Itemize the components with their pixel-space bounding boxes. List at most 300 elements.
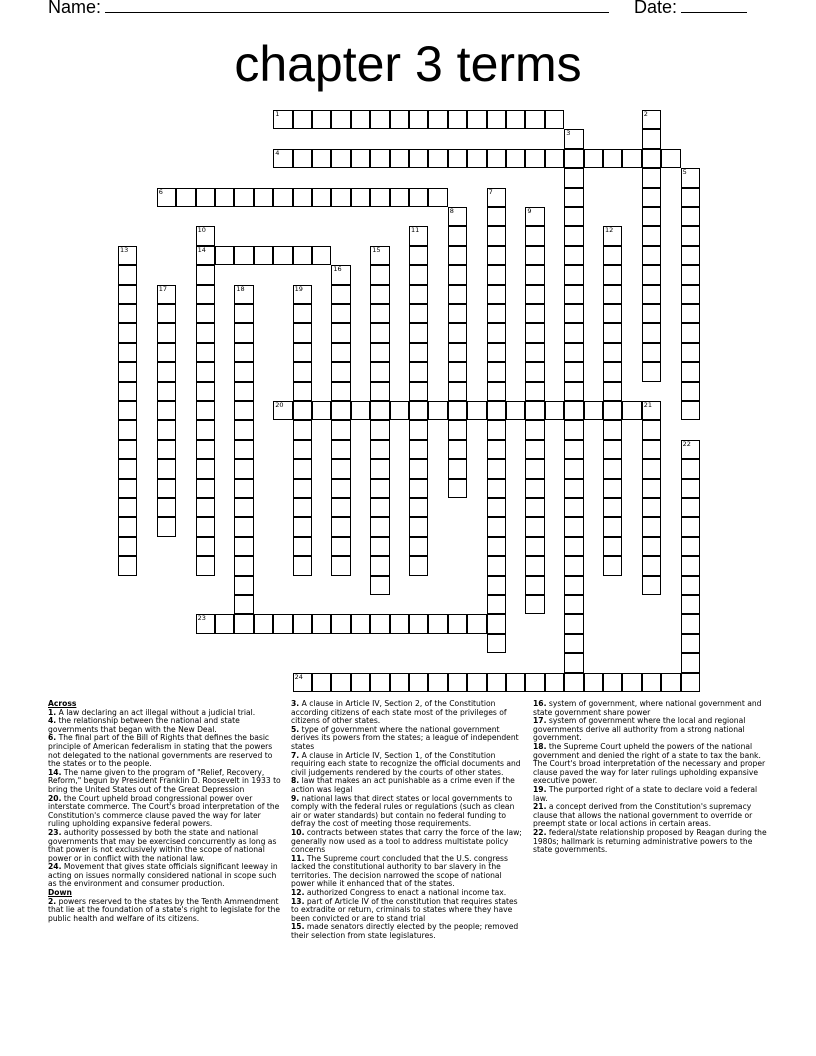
crossword-cell[interactable] <box>681 595 700 614</box>
crossword-cell[interactable] <box>118 537 137 556</box>
crossword-cell[interactable] <box>603 382 622 401</box>
crossword-cell[interactable] <box>564 304 583 323</box>
crossword-cell[interactable] <box>487 207 506 226</box>
crossword-cell[interactable] <box>215 614 234 633</box>
crossword-cell[interactable] <box>370 110 389 129</box>
crossword-cell[interactable] <box>293 382 312 401</box>
crossword-cell[interactable] <box>370 246 389 265</box>
crossword-cell[interactable] <box>370 285 389 304</box>
crossword-cell[interactable] <box>487 479 506 498</box>
crossword-cell[interactable] <box>525 420 544 439</box>
crossword-cell[interactable] <box>525 576 544 595</box>
crossword-cell[interactable] <box>390 673 409 692</box>
crossword-cell[interactable] <box>409 556 428 575</box>
crossword-cell[interactable] <box>351 401 370 420</box>
crossword-cell[interactable] <box>681 323 700 342</box>
crossword-cell[interactable] <box>603 479 622 498</box>
crossword-cell[interactable] <box>584 401 603 420</box>
crossword-cell[interactable] <box>370 304 389 323</box>
crossword-cell[interactable] <box>234 537 253 556</box>
crossword-cell[interactable] <box>525 459 544 478</box>
crossword-cell[interactable] <box>293 459 312 478</box>
crossword-cell[interactable] <box>564 362 583 381</box>
crossword-cell[interactable] <box>331 420 350 439</box>
crossword-cell[interactable] <box>370 614 389 633</box>
crossword-cell[interactable] <box>331 110 350 129</box>
crossword-cell[interactable] <box>428 110 447 129</box>
crossword-cell[interactable] <box>564 517 583 536</box>
crossword-cell[interactable] <box>273 149 292 168</box>
crossword-cell[interactable] <box>176 188 195 207</box>
crossword-cell[interactable] <box>390 110 409 129</box>
crossword-cell[interactable] <box>331 556 350 575</box>
crossword-cell[interactable] <box>681 207 700 226</box>
crossword-cell[interactable] <box>234 343 253 362</box>
crossword-cell[interactable] <box>234 614 253 633</box>
crossword-cell[interactable] <box>525 323 544 342</box>
crossword-cell[interactable] <box>118 517 137 536</box>
crossword-cell[interactable] <box>525 498 544 517</box>
crossword-cell[interactable] <box>487 459 506 478</box>
crossword-cell[interactable] <box>234 459 253 478</box>
crossword-cell[interactable] <box>118 265 137 284</box>
crossword-cell[interactable] <box>564 634 583 653</box>
crossword-cell[interactable] <box>681 459 700 478</box>
crossword-cell[interactable] <box>312 149 331 168</box>
crossword-cell[interactable] <box>234 576 253 595</box>
crossword-cell[interactable] <box>273 401 292 420</box>
crossword-cell[interactable] <box>428 188 447 207</box>
crossword-cell[interactable] <box>234 246 253 265</box>
crossword-cell[interactable] <box>642 265 661 284</box>
crossword-cell[interactable] <box>448 207 467 226</box>
crossword-cell[interactable] <box>293 614 312 633</box>
crossword-cell[interactable] <box>525 343 544 362</box>
crossword-cell[interactable] <box>196 537 215 556</box>
crossword-cell[interactable] <box>196 246 215 265</box>
crossword-cell[interactable] <box>487 614 506 633</box>
crossword-cell[interactable] <box>331 498 350 517</box>
crossword-cell[interactable] <box>448 323 467 342</box>
crossword-cell[interactable] <box>564 343 583 362</box>
crossword-cell[interactable] <box>584 149 603 168</box>
crossword-cell[interactable] <box>448 226 467 245</box>
crossword-cell[interactable] <box>681 343 700 362</box>
crossword-cell[interactable] <box>118 285 137 304</box>
crossword-cell[interactable] <box>331 401 350 420</box>
crossword-cell[interactable] <box>603 226 622 245</box>
crossword-cell[interactable] <box>331 459 350 478</box>
crossword-cell[interactable] <box>370 382 389 401</box>
crossword-cell[interactable] <box>564 129 583 148</box>
crossword-cell[interactable] <box>603 401 622 420</box>
crossword-cell[interactable] <box>157 479 176 498</box>
crossword-cell[interactable] <box>603 246 622 265</box>
crossword-cell[interactable] <box>118 479 137 498</box>
crossword-cell[interactable] <box>118 401 137 420</box>
crossword-cell[interactable] <box>409 498 428 517</box>
crossword-cell[interactable] <box>603 323 622 342</box>
crossword-cell[interactable] <box>681 440 700 459</box>
crossword-cell[interactable] <box>467 401 486 420</box>
crossword-cell[interactable] <box>681 246 700 265</box>
crossword-cell[interactable] <box>370 362 389 381</box>
crossword-cell[interactable] <box>642 304 661 323</box>
crossword-cell[interactable] <box>603 304 622 323</box>
crossword-cell[interactable] <box>157 304 176 323</box>
crossword-cell[interactable] <box>448 265 467 284</box>
crossword-cell[interactable] <box>351 673 370 692</box>
crossword-cell[interactable] <box>467 149 486 168</box>
crossword-cell[interactable] <box>642 362 661 381</box>
crossword-cell[interactable] <box>525 556 544 575</box>
crossword-cell[interactable] <box>622 149 641 168</box>
crossword-cell[interactable] <box>351 614 370 633</box>
crossword-cell[interactable] <box>642 149 661 168</box>
crossword-cell[interactable] <box>448 343 467 362</box>
crossword-cell[interactable] <box>196 188 215 207</box>
crossword-cell[interactable] <box>642 537 661 556</box>
crossword-cell[interactable] <box>312 673 331 692</box>
crossword-cell[interactable] <box>642 517 661 536</box>
crossword-cell[interactable] <box>312 110 331 129</box>
crossword-cell[interactable] <box>661 673 680 692</box>
crossword-cell[interactable] <box>525 207 544 226</box>
crossword-cell[interactable] <box>312 614 331 633</box>
crossword-cell[interactable] <box>312 188 331 207</box>
crossword-cell[interactable] <box>681 304 700 323</box>
crossword-cell[interactable] <box>603 517 622 536</box>
crossword-cell[interactable] <box>564 673 583 692</box>
crossword-cell[interactable] <box>118 362 137 381</box>
crossword-cell[interactable] <box>409 440 428 459</box>
crossword-cell[interactable] <box>196 343 215 362</box>
crossword-cell[interactable] <box>487 149 506 168</box>
crossword-cell[interactable] <box>293 110 312 129</box>
crossword-cell[interactable] <box>642 459 661 478</box>
crossword-cell[interactable] <box>118 304 137 323</box>
crossword-cell[interactable] <box>370 440 389 459</box>
crossword-cell[interactable] <box>603 343 622 362</box>
crossword-cell[interactable] <box>564 537 583 556</box>
crossword-cell[interactable] <box>564 323 583 342</box>
crossword-cell[interactable] <box>234 595 253 614</box>
crossword-cell[interactable] <box>487 246 506 265</box>
crossword-cell[interactable] <box>390 188 409 207</box>
crossword-cell[interactable] <box>525 285 544 304</box>
crossword-cell[interactable] <box>642 498 661 517</box>
crossword-cell[interactable] <box>196 382 215 401</box>
crossword-cell[interactable] <box>215 246 234 265</box>
crossword-cell[interactable] <box>603 420 622 439</box>
crossword-cell[interactable] <box>351 188 370 207</box>
crossword-cell[interactable] <box>448 401 467 420</box>
crossword-cell[interactable] <box>157 285 176 304</box>
crossword-cell[interactable] <box>409 537 428 556</box>
crossword-cell[interactable] <box>196 459 215 478</box>
crossword-cell[interactable] <box>331 673 350 692</box>
crossword-cell[interactable] <box>525 537 544 556</box>
crossword-cell[interactable] <box>293 343 312 362</box>
crossword-cell[interactable] <box>293 420 312 439</box>
crossword-cell[interactable] <box>196 285 215 304</box>
crossword-cell[interactable] <box>234 401 253 420</box>
crossword-cell[interactable] <box>234 362 253 381</box>
crossword-cell[interactable] <box>487 343 506 362</box>
crossword-cell[interactable] <box>273 188 292 207</box>
crossword-cell[interactable] <box>506 110 525 129</box>
crossword-cell[interactable] <box>681 168 700 187</box>
crossword-cell[interactable] <box>487 265 506 284</box>
crossword-cell[interactable] <box>681 285 700 304</box>
crossword-cell[interactable] <box>487 382 506 401</box>
crossword-cell[interactable] <box>157 401 176 420</box>
crossword-cell[interactable] <box>196 265 215 284</box>
crossword-cell[interactable] <box>293 556 312 575</box>
crossword-cell[interactable] <box>409 323 428 342</box>
crossword-cell[interactable] <box>331 188 350 207</box>
crossword-cell[interactable] <box>448 614 467 633</box>
crossword-cell[interactable] <box>487 188 506 207</box>
crossword-cell[interactable] <box>525 246 544 265</box>
crossword-cell[interactable] <box>196 304 215 323</box>
crossword-cell[interactable] <box>370 537 389 556</box>
crossword-cell[interactable] <box>642 479 661 498</box>
crossword-cell[interactable] <box>681 401 700 420</box>
crossword-cell[interactable] <box>196 556 215 575</box>
crossword-cell[interactable] <box>196 614 215 633</box>
crossword-cell[interactable] <box>390 149 409 168</box>
crossword-cell[interactable] <box>681 382 700 401</box>
crossword-cell[interactable] <box>681 634 700 653</box>
crossword-cell[interactable] <box>564 265 583 284</box>
crossword-cell[interactable] <box>312 401 331 420</box>
crossword-cell[interactable] <box>293 479 312 498</box>
crossword-cell[interactable] <box>196 479 215 498</box>
crossword-cell[interactable] <box>487 517 506 536</box>
crossword-cell[interactable] <box>564 556 583 575</box>
crossword-cell[interactable] <box>642 168 661 187</box>
crossword-cell[interactable] <box>545 110 564 129</box>
crossword-cell[interactable] <box>273 110 292 129</box>
crossword-cell[interactable] <box>409 459 428 478</box>
crossword-cell[interactable] <box>409 343 428 362</box>
crossword-cell[interactable] <box>196 498 215 517</box>
crossword-cell[interactable] <box>681 362 700 381</box>
crossword-cell[interactable] <box>525 401 544 420</box>
crossword-cell[interactable] <box>370 420 389 439</box>
crossword-cell[interactable] <box>487 498 506 517</box>
crossword-cell[interactable] <box>661 149 680 168</box>
crossword-cell[interactable] <box>642 673 661 692</box>
crossword-cell[interactable] <box>370 323 389 342</box>
crossword-cell[interactable] <box>564 479 583 498</box>
crossword-cell[interactable] <box>487 285 506 304</box>
crossword-cell[interactable] <box>642 226 661 245</box>
crossword-cell[interactable] <box>642 401 661 420</box>
crossword-cell[interactable] <box>293 285 312 304</box>
crossword-cell[interactable] <box>564 382 583 401</box>
crossword-cell[interactable] <box>603 149 622 168</box>
crossword-cell[interactable] <box>390 401 409 420</box>
crossword-cell[interactable] <box>331 265 350 284</box>
crossword-cell[interactable] <box>157 420 176 439</box>
crossword-cell[interactable] <box>234 285 253 304</box>
crossword-cell[interactable] <box>642 246 661 265</box>
crossword-cell[interactable] <box>564 576 583 595</box>
crossword-cell[interactable] <box>157 323 176 342</box>
crossword-cell[interactable] <box>642 420 661 439</box>
crossword-cell[interactable] <box>564 188 583 207</box>
crossword-cell[interactable] <box>603 459 622 478</box>
crossword-cell[interactable] <box>331 479 350 498</box>
crossword-cell[interactable] <box>603 362 622 381</box>
crossword-cell[interactable] <box>681 479 700 498</box>
crossword-cell[interactable] <box>331 323 350 342</box>
crossword-cell[interactable] <box>564 653 583 672</box>
crossword-cell[interactable] <box>157 498 176 517</box>
crossword-cell[interactable] <box>506 401 525 420</box>
crossword-cell[interactable] <box>642 188 661 207</box>
crossword-cell[interactable] <box>487 401 506 420</box>
crossword-cell[interactable] <box>409 362 428 381</box>
crossword-cell[interactable] <box>448 285 467 304</box>
crossword-cell[interactable] <box>234 420 253 439</box>
crossword-cell[interactable] <box>370 498 389 517</box>
crossword-cell[interactable] <box>642 207 661 226</box>
crossword-cell[interactable] <box>390 614 409 633</box>
crossword-cell[interactable] <box>448 382 467 401</box>
crossword-cell[interactable] <box>564 207 583 226</box>
crossword-cell[interactable] <box>370 343 389 362</box>
crossword-cell[interactable] <box>525 673 544 692</box>
crossword-cell[interactable] <box>545 149 564 168</box>
crossword-cell[interactable] <box>234 188 253 207</box>
crossword-cell[interactable] <box>487 576 506 595</box>
crossword-cell[interactable] <box>564 246 583 265</box>
crossword-cell[interactable] <box>564 149 583 168</box>
crossword-cell[interactable] <box>622 673 641 692</box>
crossword-cell[interactable] <box>331 285 350 304</box>
crossword-cell[interactable] <box>506 673 525 692</box>
crossword-cell[interactable] <box>234 479 253 498</box>
crossword-cell[interactable] <box>448 440 467 459</box>
crossword-cell[interactable] <box>293 498 312 517</box>
crossword-cell[interactable] <box>409 265 428 284</box>
crossword-cell[interactable] <box>157 343 176 362</box>
crossword-cell[interactable] <box>487 362 506 381</box>
crossword-cell[interactable] <box>331 343 350 362</box>
crossword-cell[interactable] <box>564 498 583 517</box>
crossword-cell[interactable] <box>409 188 428 207</box>
crossword-cell[interactable] <box>409 149 428 168</box>
crossword-cell[interactable] <box>487 226 506 245</box>
crossword-cell[interactable] <box>487 556 506 575</box>
crossword-cell[interactable] <box>370 517 389 536</box>
crossword-cell[interactable] <box>157 517 176 536</box>
crossword-cell[interactable] <box>681 517 700 536</box>
crossword-cell[interactable] <box>525 382 544 401</box>
crossword-cell[interactable] <box>564 168 583 187</box>
crossword-cell[interactable] <box>428 149 447 168</box>
crossword-cell[interactable] <box>642 576 661 595</box>
crossword-cell[interactable] <box>642 556 661 575</box>
crossword-cell[interactable] <box>448 362 467 381</box>
crossword-cell[interactable] <box>351 149 370 168</box>
crossword-cell[interactable] <box>525 110 544 129</box>
crossword-cell[interactable] <box>564 285 583 304</box>
crossword-cell[interactable] <box>254 188 273 207</box>
crossword-cell[interactable] <box>642 440 661 459</box>
crossword-cell[interactable] <box>351 110 370 129</box>
crossword-cell[interactable] <box>642 323 661 342</box>
crossword-cell[interactable] <box>273 246 292 265</box>
crossword-cell[interactable] <box>196 323 215 342</box>
crossword-cell[interactable] <box>564 595 583 614</box>
crossword-cell[interactable] <box>293 323 312 342</box>
crossword-cell[interactable] <box>642 343 661 362</box>
crossword-cell[interactable] <box>681 226 700 245</box>
crossword-cell[interactable] <box>370 188 389 207</box>
crossword-cell[interactable] <box>293 673 312 692</box>
crossword-cell[interactable] <box>525 595 544 614</box>
crossword-cell[interactable] <box>525 304 544 323</box>
crossword-cell[interactable] <box>681 556 700 575</box>
crossword-cell[interactable] <box>603 498 622 517</box>
crossword-cell[interactable] <box>293 246 312 265</box>
crossword-cell[interactable] <box>409 226 428 245</box>
crossword-cell[interactable] <box>370 149 389 168</box>
crossword-cell[interactable] <box>603 556 622 575</box>
crossword-cell[interactable] <box>293 401 312 420</box>
crossword-cell[interactable] <box>448 304 467 323</box>
crossword-cell[interactable] <box>448 479 467 498</box>
crossword-cell[interactable] <box>525 440 544 459</box>
crossword-cell[interactable] <box>331 362 350 381</box>
crossword-cell[interactable] <box>448 459 467 478</box>
crossword-cell[interactable] <box>525 362 544 381</box>
crossword-cell[interactable] <box>293 440 312 459</box>
crossword-cell[interactable] <box>681 498 700 517</box>
crossword-cell[interactable] <box>293 537 312 556</box>
crossword-cell[interactable] <box>293 188 312 207</box>
crossword-cell[interactable] <box>642 110 661 129</box>
crossword-cell[interactable] <box>681 576 700 595</box>
crossword-cell[interactable] <box>409 382 428 401</box>
crossword-cell[interactable] <box>234 498 253 517</box>
crossword-cell[interactable] <box>428 614 447 633</box>
crossword-cell[interactable] <box>448 420 467 439</box>
crossword-cell[interactable] <box>409 110 428 129</box>
crossword-cell[interactable] <box>118 498 137 517</box>
crossword-cell[interactable] <box>409 285 428 304</box>
crossword-cell[interactable] <box>370 556 389 575</box>
crossword-cell[interactable] <box>564 614 583 633</box>
crossword-cell[interactable] <box>409 673 428 692</box>
crossword-cell[interactable] <box>487 595 506 614</box>
crossword-cell[interactable] <box>196 420 215 439</box>
crossword-cell[interactable] <box>234 382 253 401</box>
crossword-cell[interactable] <box>331 440 350 459</box>
crossword-cell[interactable] <box>467 614 486 633</box>
crossword-cell[interactable] <box>681 653 700 672</box>
crossword-cell[interactable] <box>622 401 641 420</box>
crossword-cell[interactable] <box>428 673 447 692</box>
crossword-cell[interactable] <box>254 246 273 265</box>
crossword-cell[interactable] <box>196 362 215 381</box>
crossword-cell[interactable] <box>487 323 506 342</box>
crossword-cell[interactable] <box>545 401 564 420</box>
